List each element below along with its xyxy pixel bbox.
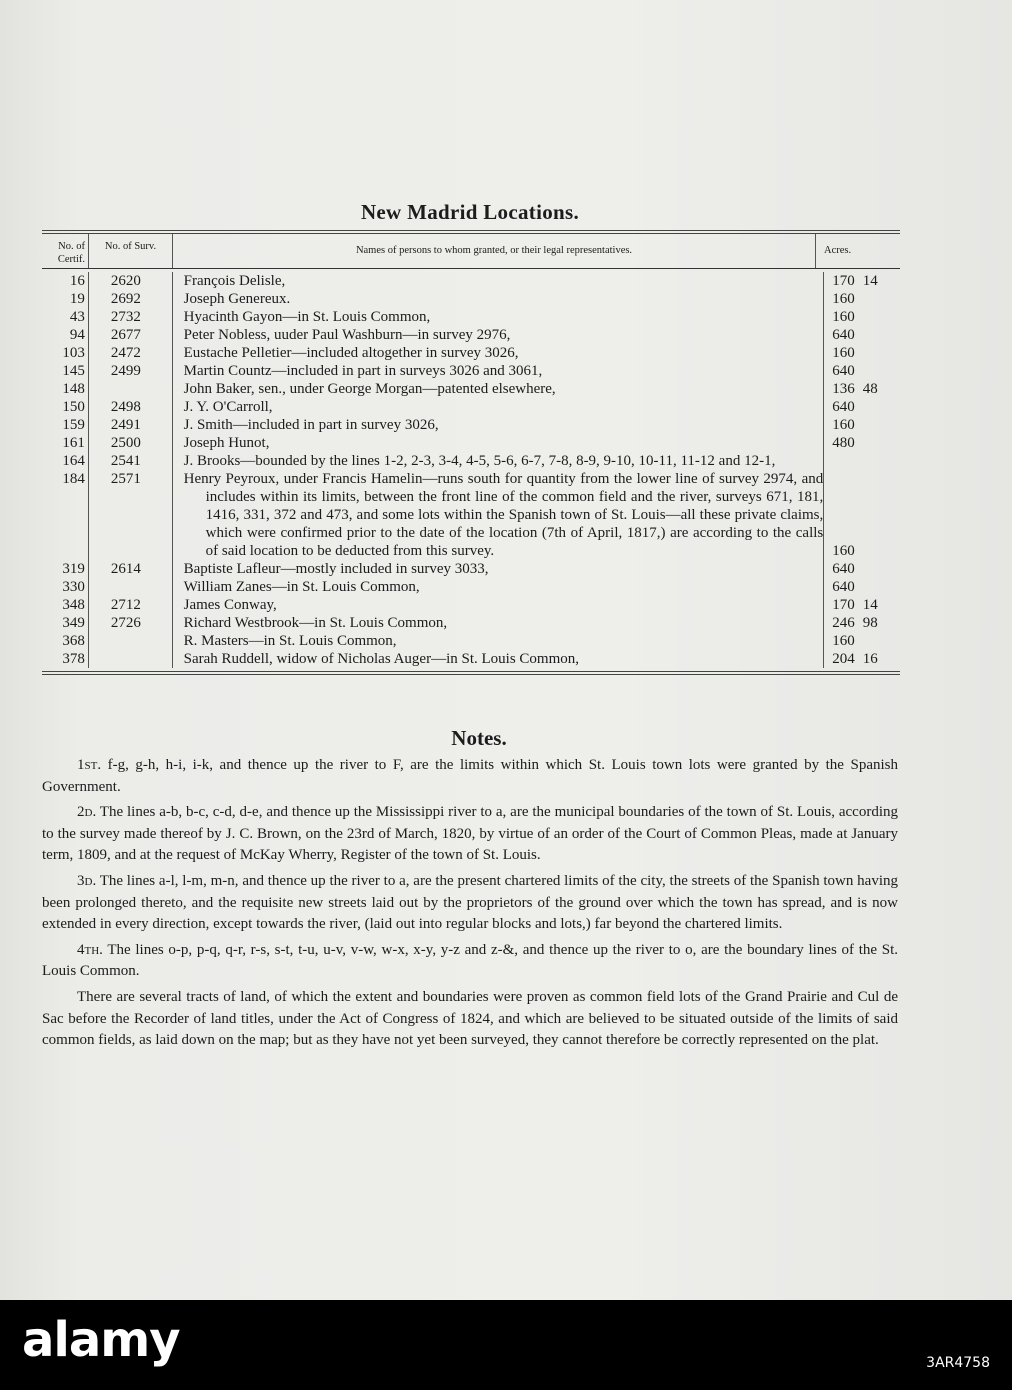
table-row — [42, 416, 900, 434]
surv-number — [88, 578, 173, 596]
certif-number: 148 — [62, 381, 85, 397]
table-row — [42, 632, 900, 650]
surv-number: 2620 — [88, 272, 173, 290]
surv-number: 2614 — [88, 560, 173, 578]
table-row — [42, 272, 900, 290]
surv-number — [88, 650, 173, 668]
acres-fraction: 14 — [862, 273, 878, 289]
acres — [823, 614, 900, 632]
acres — [823, 578, 900, 596]
table-row — [42, 308, 900, 326]
table-row — [42, 398, 900, 416]
acres-fraction: 48 — [862, 381, 878, 397]
grantee-name: James Conway, — [183, 597, 277, 613]
surv-number: 2491 — [88, 416, 173, 434]
surv-number: 2499 — [88, 362, 173, 380]
certif-number: 378 — [62, 651, 85, 667]
certif-number: 19 — [69, 291, 85, 307]
acres-value: 160 — [832, 543, 855, 559]
certif-number: 368 — [62, 633, 85, 649]
acres-value: 480 — [832, 435, 855, 451]
surv-number: 2732 — [88, 308, 173, 326]
note-paragraph — [42, 871, 898, 936]
note-text: There are several tracts of land, of which the extent and boundaries were proven as common field lots of the Grand Prairie and Cul de Sac before the Recorder of land titles, under the Act of Congress of 1824, and which are believed to be situated outside of the limits of said common fields, as laid down on the map; but as they have not yet been surveyed, they cannot therefore be correctly represented on the plat. — [42, 988, 898, 1049]
grantee-name: François Delisle, — [183, 273, 286, 289]
acres-value: 160 — [832, 291, 855, 307]
watermark-image-id: 3AR4758 — [926, 1355, 990, 1371]
grantee-name: Henry Peyroux, under Francis Hamelin—runs south for quantity from the lower line of survey 2974, and includes within its limits, between the front line of the common field and the river, surveys 671, 181, 1416, 331, 372 and 473, and some lots within the Spanish town of St. Louis—all these private claims, which were confirmed prior to the date of the location (7th of April, 1817,) are according to the calls of said location to be deducted from this survey. — [183, 471, 824, 559]
certif-number: 164 — [62, 453, 85, 469]
acres-value: 640 — [832, 363, 855, 379]
table-row — [42, 290, 900, 308]
acres-value: 160 — [832, 309, 855, 325]
note-number: 2d. — [77, 804, 97, 821]
acres-value: 160 — [832, 417, 855, 433]
surv-number: 2712 — [88, 596, 173, 614]
grantee-name: Martin Countz—included in part in surveys 3026 and 3061, — [183, 363, 543, 379]
certif-number: 330 — [62, 579, 85, 595]
table-row — [42, 380, 900, 398]
acres — [823, 326, 900, 344]
acres-value: 160 — [832, 633, 855, 649]
certif-number: 103 — [62, 345, 85, 361]
note-text: The lines o-p, p-q, q-r, r-s, s-t, t-u, u-v, v-w, w-x, x-y, y-z and z-&, and thence up the river to o, are the boundary lines of the St. Louis Common. — [42, 941, 898, 980]
certif-number: 159 — [62, 417, 85, 433]
note-number: 3d. — [77, 872, 97, 889]
surv-number: 2726 — [88, 614, 173, 632]
note-text: f-g, g-h, h-i, i-k, and thence up the river to F, are the limits within which St. Louis town lots were granted by the Spanish Government. — [42, 757, 898, 795]
surv-number: 2677 — [88, 326, 173, 344]
grantee-name: R. Masters—in St. Louis Common, — [183, 633, 397, 649]
certif-number: 150 — [62, 399, 85, 415]
note-paragraph — [42, 802, 898, 867]
acres — [823, 560, 900, 578]
table-row — [42, 362, 900, 380]
header-surv: No. of Surv. — [88, 234, 173, 268]
acres-value: 246 — [832, 615, 855, 631]
acres — [823, 650, 900, 668]
certif-number: 349 — [62, 615, 85, 631]
table-row — [42, 470, 900, 560]
page-title: New Madrid Locations. — [360, 200, 580, 224]
acres — [823, 452, 900, 470]
acres — [823, 416, 900, 434]
acres — [823, 362, 900, 380]
header-acres: Acres. — [815, 234, 892, 268]
acres-value: 136 — [832, 381, 855, 397]
acres-fraction: 14 — [862, 597, 878, 613]
locations-table — [42, 230, 900, 675]
surv-number — [88, 632, 173, 650]
acres-value: 160 — [832, 345, 855, 361]
table-row — [42, 326, 900, 344]
grantee-name: Baptiste Lafleur—mostly included in survey 3033, — [183, 561, 489, 577]
certif-number: 319 — [62, 561, 85, 577]
acres — [823, 290, 900, 308]
table-row — [42, 452, 900, 470]
watermark-bar — [0, 1300, 1012, 1390]
note-paragraph — [42, 940, 898, 983]
acres — [823, 380, 900, 398]
acres-value: 640 — [832, 399, 855, 415]
note-text: The lines a-l, l-m, m-n, and thence up the river to a, are the present chartered limits of the city, the streets of the Spanish town having been prolonged thereto, and the requisite new streets laid out by the proprietors of the ground over which the town has spread, and is now extended in every direction, except towards the river, (laid out into regular blocks and lots,) far beyond the chartered limits. — [42, 872, 898, 933]
note-paragraph — [42, 987, 898, 1052]
certif-number: 348 — [62, 597, 85, 613]
table-row — [42, 560, 900, 578]
header-certif: No. of Certif. — [57, 241, 85, 265]
acres — [823, 632, 900, 650]
surv-number: 2498 — [88, 398, 173, 416]
note-number: 4th. — [77, 941, 103, 958]
certif-number: 145 — [62, 363, 85, 379]
header-names: Names of persons to whom granted, or their legal representatives. — [355, 245, 633, 256]
table-row — [42, 614, 900, 632]
certif-number: 94 — [69, 327, 85, 343]
certif-number: 161 — [62, 435, 85, 451]
acres-value: 204 — [832, 651, 855, 667]
grantee-name: Joseph Genereux. — [183, 291, 291, 307]
grantee-name: John Baker, sen., under George Morgan—patented elsewhere, — [183, 381, 556, 397]
surv-number — [88, 380, 173, 398]
grantee-name: Hyacinth Gayon—in St. Louis Common, — [183, 309, 431, 325]
table-row — [42, 434, 900, 452]
acres-value: 640 — [832, 561, 855, 577]
surv-number: 2541 — [88, 452, 173, 470]
certif-number: 43 — [69, 309, 85, 325]
watermark-logo: alamy — [22, 1312, 180, 1368]
acres — [823, 308, 900, 326]
acres-value: 170 — [832, 273, 855, 289]
note-text: The lines a-b, b-c, c-d, d-e, and thence up the Mississippi river to a, are the municipal boundaries of the town of St. Louis, according to the survey made thereof by J. C. Brown, on the 23rd of March, 1820, by virtue of an order of the Court of Common Pleas, made at January term, 1809, and at the request of McKay Wherry, Register of the town of St. Louis. — [42, 804, 898, 864]
surv-number: 2500 — [88, 434, 173, 452]
acres-fraction: 98 — [862, 615, 878, 631]
surv-number: 2472 — [88, 344, 173, 362]
table-bottom-rule — [42, 671, 900, 675]
table-body — [42, 269, 900, 668]
table-row — [42, 650, 900, 668]
grantee-name: Eustache Pelletier—included altogether in survey 3026, — [183, 345, 519, 361]
grantee-name: Joseph Hunot, — [183, 435, 270, 451]
acres — [823, 344, 900, 362]
grantee-name: J. Brooks—bounded by the lines 1-2, 2-3, 3-4, 4-5, 5-6, 6-7, 7-8, 8-9, 9-10, 10-11, 11-12 and 12-1, — [183, 453, 776, 469]
note-number: 1st. — [77, 757, 102, 773]
table-header — [42, 234, 900, 269]
certif-number: 184 — [62, 471, 85, 487]
note-paragraph — [42, 755, 898, 798]
grantee-name: Richard Westbrook—in St. Louis Common, — [183, 615, 448, 631]
surv-number: 2571 — [88, 470, 173, 560]
surv-number: 2692 — [88, 290, 173, 308]
notes-heading: Notes. — [451, 726, 507, 750]
certif-number: 16 — [69, 273, 85, 289]
grantee-name: William Zanes—in St. Louis Common, — [183, 579, 420, 595]
acres — [823, 272, 900, 290]
acres-value: 640 — [832, 327, 855, 343]
acres — [823, 398, 900, 416]
notes-section — [42, 755, 898, 1056]
grantee-name: J. Smith—included in part in survey 3026, — [183, 417, 439, 433]
acres-value: 170 — [832, 597, 855, 613]
grantee-name: J. Y. O'Carroll, — [183, 399, 273, 415]
acres — [823, 434, 900, 452]
table-row — [42, 596, 900, 614]
acres-value: 640 — [832, 579, 855, 595]
grantee-name: Peter Nobless, uuder Paul Washburn—in survey 2976, — [183, 327, 511, 343]
acres — [823, 470, 900, 560]
grantee-name: Sarah Ruddell, widow of Nicholas Auger—in St. Louis Common, — [183, 651, 579, 667]
table-row — [42, 578, 900, 596]
acres — [823, 596, 900, 614]
table-row — [42, 344, 900, 362]
acres-fraction: 16 — [862, 651, 878, 667]
